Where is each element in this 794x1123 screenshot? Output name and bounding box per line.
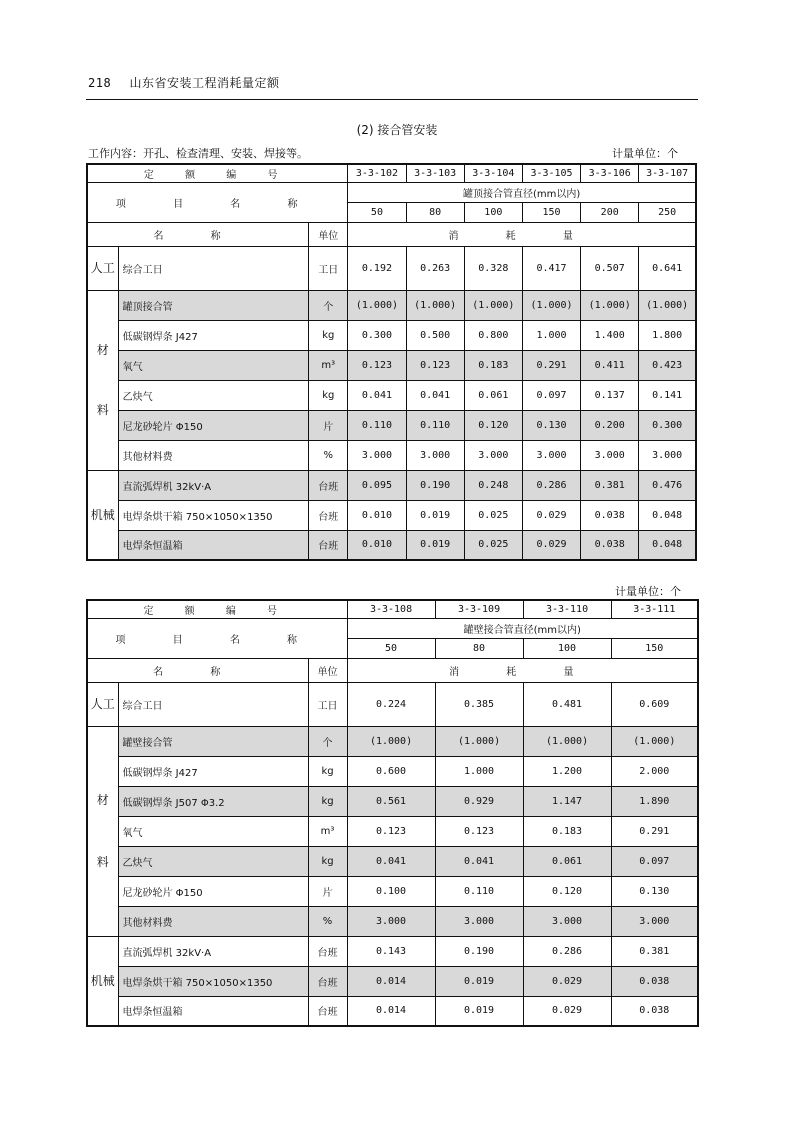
value-cell: (1.000) [347, 726, 435, 756]
value-cell: 2.000 [611, 756, 698, 786]
value-cell: 0.019 [435, 996, 523, 1026]
item-name: 其他材料费 [118, 906, 308, 936]
code-cell: 3-3-106 [581, 164, 639, 182]
item-unit: 片 [308, 876, 347, 906]
code-cell: 3-3-108 [347, 600, 435, 618]
item-unit: 工日 [309, 246, 348, 290]
code-cell: 3-3-104 [464, 164, 522, 182]
value-cell: 1.800 [639, 320, 696, 350]
size-cell: 250 [639, 202, 696, 222]
item-name: 电焊条恒温箱 [118, 996, 308, 1026]
quota-table-1 [86, 163, 697, 561]
group-labor: 人工 [87, 682, 118, 726]
quota-code-label: 定 额 编 号 [87, 164, 348, 182]
value-cell: 0.097 [522, 380, 580, 410]
value-cell: 0.110 [348, 410, 406, 440]
value-cell: 0.100 [347, 876, 435, 906]
item-name: 低碳钢焊条 J427 [118, 320, 309, 350]
value-cell: 0.476 [639, 470, 696, 500]
item-unit: % [309, 440, 348, 470]
table-row [87, 846, 698, 876]
value-cell: 0.300 [348, 320, 406, 350]
value-cell: 0.137 [581, 380, 639, 410]
item-name: 电焊条恒温箱 [118, 530, 309, 560]
page-header [88, 74, 280, 91]
value-cell: 0.123 [435, 816, 523, 846]
value-cell: 0.097 [611, 846, 698, 876]
table-row [87, 500, 696, 530]
value-cell: 1.200 [523, 756, 611, 786]
item-name: 直流弧焊机 32kV·A [118, 936, 308, 966]
value-cell: 0.381 [581, 470, 639, 500]
table-row [87, 530, 696, 560]
item-unit: 台班 [308, 966, 347, 996]
value-cell: 1.400 [581, 320, 639, 350]
value-cell: 0.183 [523, 816, 611, 846]
code-cell: 3-3-105 [522, 164, 580, 182]
value-cell: 0.120 [523, 876, 611, 906]
value-cell: (1.000) [435, 726, 523, 756]
value-cell: 3.000 [639, 440, 696, 470]
value-cell: 0.110 [406, 410, 464, 440]
value-cell: 0.019 [435, 966, 523, 996]
value-cell: 0.190 [406, 470, 464, 500]
value-cell: 0.019 [406, 530, 464, 560]
value-cell: 0.190 [435, 936, 523, 966]
table-row [87, 786, 698, 816]
value-cell: 0.061 [464, 380, 522, 410]
value-cell: 3.000 [581, 440, 639, 470]
value-cell: 0.481 [523, 682, 611, 726]
spec-title: 罐壁接合管直径(mm以内) [347, 618, 698, 638]
table-row [87, 410, 696, 440]
value-cell: 3.000 [348, 440, 406, 470]
value-cell: 1.000 [435, 756, 523, 786]
code-cell: 3-3-109 [435, 600, 523, 618]
unit-header: 单位 [309, 222, 348, 246]
value-cell: 0.411 [581, 350, 639, 380]
item-unit: 台班 [309, 500, 348, 530]
code-cell: 3-3-111 [611, 600, 698, 618]
group-material-char-1: 材 [96, 343, 109, 357]
column-header-row [87, 222, 696, 246]
group-material [87, 290, 118, 470]
value-cell: (1.000) [523, 726, 611, 756]
quota-code-label: 定 额 编 号 [87, 600, 347, 618]
group-material-char-2: 料 [96, 855, 109, 869]
work-content: 工作内容：开孔、检查清理、安装、焊接等。 [88, 147, 308, 160]
item-unit: kg [308, 846, 347, 876]
code-row [87, 600, 698, 618]
group-machine: 机械 [87, 936, 118, 1026]
table-row [87, 876, 698, 906]
table-row [87, 380, 696, 410]
value-cell: 3.000 [464, 440, 522, 470]
value-cell: 0.423 [639, 350, 696, 380]
size-cell: 150 [611, 638, 698, 658]
table-row [87, 682, 698, 726]
value-cell: 0.130 [522, 410, 580, 440]
unit-label-table1: 计量单位：个 [612, 147, 678, 160]
value-cell: 0.248 [464, 470, 522, 500]
value-cell: 0.038 [611, 996, 698, 1026]
value-cell: 3.000 [347, 906, 435, 936]
value-cell: 0.025 [464, 530, 522, 560]
item-name: 其他材料费 [118, 440, 309, 470]
group-material-char-2: 料 [96, 403, 109, 417]
value-cell: (1.000) [522, 290, 580, 320]
group-labor: 人工 [87, 246, 118, 290]
code-cell: 3-3-110 [523, 600, 611, 618]
size-cell: 100 [523, 638, 611, 658]
size-cell: 50 [348, 202, 406, 222]
item-name: 乙炔气 [118, 380, 309, 410]
item-unit: kg [309, 320, 348, 350]
item-name: 乙炔气 [118, 846, 308, 876]
value-cell: (1.000) [611, 726, 698, 756]
value-cell: (1.000) [406, 290, 464, 320]
value-cell: 0.417 [522, 246, 580, 290]
code-cell: 3-3-102 [348, 164, 406, 182]
table-row [87, 906, 698, 936]
value-cell: 0.041 [406, 380, 464, 410]
value-cell: 0.110 [435, 876, 523, 906]
value-cell: 0.041 [347, 846, 435, 876]
unit-header: 单位 [308, 658, 347, 682]
code-cell: 3-3-103 [406, 164, 464, 182]
item-name: 罐顶接合管 [118, 290, 309, 320]
value-cell: 0.800 [464, 320, 522, 350]
value-cell: 1.890 [611, 786, 698, 816]
value-cell: 1.000 [522, 320, 580, 350]
table-row [87, 816, 698, 846]
table-row [87, 290, 696, 320]
item-name: 低碳钢焊条 J427 [118, 756, 308, 786]
consumption-header: 消 耗 量 [348, 222, 696, 246]
item-unit: 片 [309, 410, 348, 440]
value-cell: 0.095 [348, 470, 406, 500]
item-name: 直流弧焊机 32kV·A [118, 470, 309, 500]
item-unit: m³ [308, 816, 347, 846]
item-unit: 台班 [308, 996, 347, 1026]
section-title: (2) 接合管安装 [356, 123, 438, 137]
item-name-label: 项 目 名 称 [87, 182, 348, 222]
value-cell: 0.123 [406, 350, 464, 380]
value-cell: 0.286 [522, 470, 580, 500]
value-cell: 0.381 [611, 936, 698, 966]
table-row [87, 470, 696, 500]
value-cell: 0.561 [347, 786, 435, 816]
value-cell: 0.123 [348, 350, 406, 380]
item-unit: 台班 [309, 470, 348, 500]
table-row [87, 350, 696, 380]
table-row [87, 440, 696, 470]
value-cell: 0.286 [523, 936, 611, 966]
name-header: 名 称 [87, 222, 309, 246]
value-cell: 0.291 [522, 350, 580, 380]
value-cell: 3.000 [406, 440, 464, 470]
quota-table-2 [86, 599, 699, 1027]
value-cell: 0.041 [435, 846, 523, 876]
table-row [87, 246, 696, 290]
group-material-char-1: 材 [96, 793, 109, 807]
name-header: 名 称 [87, 658, 308, 682]
code-row [87, 164, 696, 182]
item-name: 电焊条烘干箱 750×1050×1350 [118, 500, 309, 530]
item-unit: kg [308, 786, 347, 816]
value-cell: 0.025 [464, 500, 522, 530]
value-cell: 1.147 [523, 786, 611, 816]
item-unit: 个 [308, 726, 347, 756]
value-cell: 0.010 [348, 500, 406, 530]
header-rule [86, 99, 698, 100]
value-cell: 0.010 [348, 530, 406, 560]
value-cell: 0.500 [406, 320, 464, 350]
value-cell: 0.029 [522, 500, 580, 530]
book-title: 山东省安装工程消耗量定额 [129, 76, 280, 90]
value-cell: 0.385 [435, 682, 523, 726]
item-name: 氧气 [118, 816, 308, 846]
value-cell: 0.123 [347, 816, 435, 846]
table-row [87, 320, 696, 350]
value-cell: 0.014 [347, 996, 435, 1026]
size-cell: 100 [464, 202, 522, 222]
value-cell: 0.641 [639, 246, 696, 290]
value-cell: 3.000 [522, 440, 580, 470]
value-cell: 0.038 [581, 530, 639, 560]
table-row [87, 936, 698, 966]
item-unit: 个 [309, 290, 348, 320]
column-header-row [87, 658, 698, 682]
item-unit: 台班 [308, 936, 347, 966]
value-cell: (1.000) [464, 290, 522, 320]
value-cell: 0.263 [406, 246, 464, 290]
value-cell: 0.609 [611, 682, 698, 726]
item-unit: % [308, 906, 347, 936]
value-cell: 0.019 [406, 500, 464, 530]
item-unit: kg [309, 380, 348, 410]
value-cell: 3.000 [611, 906, 698, 936]
size-cell: 200 [581, 202, 639, 222]
value-cell: 0.224 [347, 682, 435, 726]
value-cell: 0.130 [611, 876, 698, 906]
unit-label-table2: 计量单位：个 [615, 585, 681, 598]
code-cell: 3-3-107 [639, 164, 696, 182]
value-cell: (1.000) [639, 290, 696, 320]
item-name-label: 项 目 名 称 [87, 618, 347, 658]
consumption-header: 消 耗 量 [347, 658, 698, 682]
table-row [87, 726, 698, 756]
value-cell: 0.038 [611, 966, 698, 996]
value-cell: 0.014 [347, 966, 435, 996]
size-cell: 150 [522, 202, 580, 222]
item-name: 罐壁接合管 [118, 726, 308, 756]
item-unit: 工日 [308, 682, 347, 726]
item-name: 尼龙砂轮片 Φ150 [118, 410, 309, 440]
size-cell: 80 [406, 202, 464, 222]
item-unit: 台班 [309, 530, 348, 560]
spec-title: 罐顶接合管直径(mm以内) [348, 182, 696, 202]
value-cell: 0.141 [639, 380, 696, 410]
item-name: 氧气 [118, 350, 309, 380]
item-name: 尼龙砂轮片 Φ150 [118, 876, 308, 906]
value-cell: 0.120 [464, 410, 522, 440]
value-cell: 0.300 [639, 410, 696, 440]
value-cell: 3.000 [523, 906, 611, 936]
value-cell: (1.000) [581, 290, 639, 320]
value-cell: 3.000 [435, 906, 523, 936]
value-cell: 0.038 [581, 500, 639, 530]
size-cell: 50 [347, 638, 435, 658]
item-unit: m³ [309, 350, 348, 380]
value-cell: 0.029 [523, 996, 611, 1026]
value-cell: (1.000) [348, 290, 406, 320]
value-cell: 0.183 [464, 350, 522, 380]
value-cell: 0.600 [347, 756, 435, 786]
item-unit: kg [308, 756, 347, 786]
table-row [87, 756, 698, 786]
value-cell: 0.048 [639, 530, 696, 560]
item-name: 电焊条烘干箱 750×1050×1350 [118, 966, 308, 996]
value-cell: 0.507 [581, 246, 639, 290]
value-cell: 0.143 [347, 936, 435, 966]
value-cell: 0.048 [639, 500, 696, 530]
value-cell: 0.200 [581, 410, 639, 440]
value-cell: 0.328 [464, 246, 522, 290]
value-cell: 0.029 [522, 530, 580, 560]
table-row [87, 996, 698, 1026]
value-cell: 0.291 [611, 816, 698, 846]
group-material [87, 726, 118, 936]
item-name: 低碳钢焊条 J507 Φ3.2 [118, 786, 308, 816]
value-cell: 0.192 [348, 246, 406, 290]
value-cell: 0.929 [435, 786, 523, 816]
size-cell: 80 [435, 638, 523, 658]
item-name: 综合工日 [118, 246, 309, 290]
value-cell: 0.041 [348, 380, 406, 410]
value-cell: 0.029 [523, 966, 611, 996]
item-name: 综合工日 [118, 682, 308, 726]
group-machine: 机械 [87, 470, 118, 560]
page-number: 218 [88, 76, 112, 90]
value-cell: 0.061 [523, 846, 611, 876]
table-row [87, 966, 698, 996]
